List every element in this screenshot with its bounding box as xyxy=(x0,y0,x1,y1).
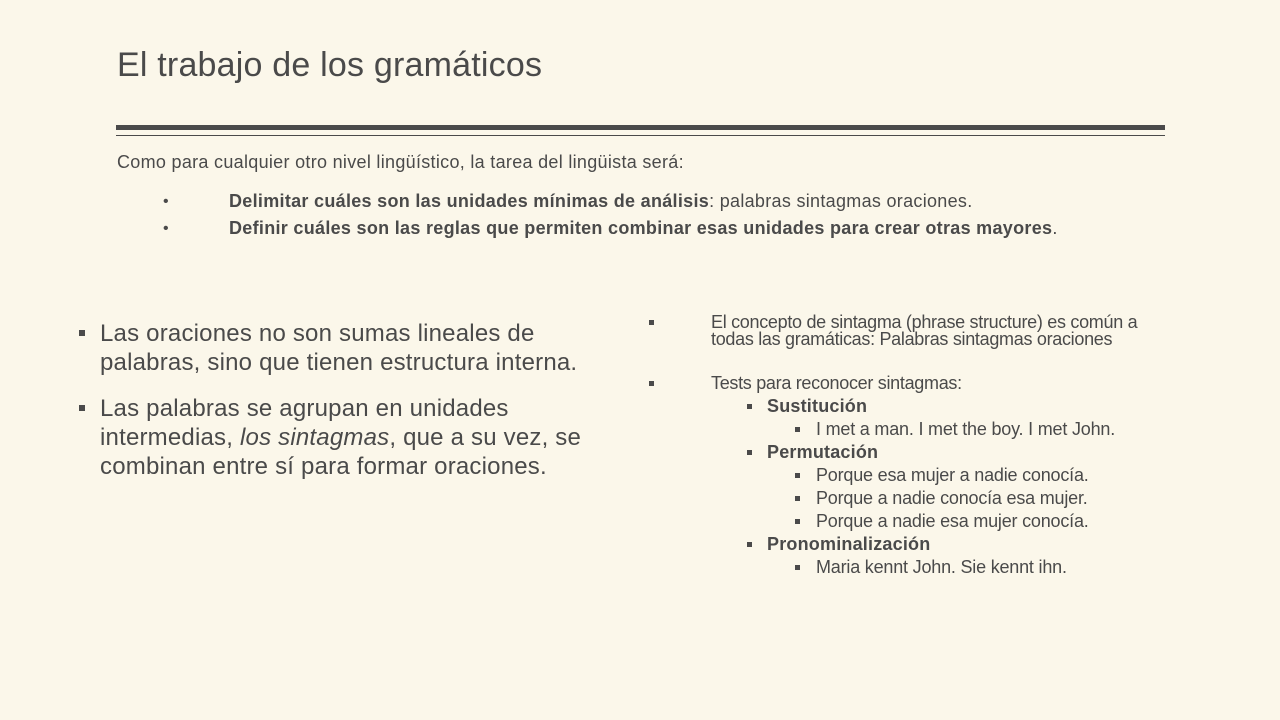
left-bullet-text: Las oraciones no son sumas lineales de palabras, sino que tienen estructura interna. xyxy=(100,320,578,376)
left-bullet-italic: los sintagmas xyxy=(240,424,390,451)
square-bullet-icon xyxy=(649,381,654,386)
test-example xyxy=(645,421,1156,438)
right-column xyxy=(645,314,1165,576)
test-example xyxy=(645,513,1156,530)
test-example-text: I met a man. I met the boy. I met John. xyxy=(816,419,1115,439)
tests-label: Tests para reconocer sintagmas: xyxy=(711,373,962,393)
test-name xyxy=(645,444,1165,461)
test-example-text: Porque a nadie conocía esa mujer. xyxy=(816,488,1088,508)
test-name-text: Pronominalización xyxy=(767,534,931,554)
intro-text: Como para cualquier otro nivel lingüístico, la tarea del lingüista será: xyxy=(117,152,684,172)
square-bullet-icon xyxy=(795,565,800,570)
task-list xyxy=(160,193,1140,247)
left-bullet-item xyxy=(78,319,608,377)
left-bullet-text-pre: Las palabras se agrupan en unidades intermedias, xyxy=(100,395,509,451)
test-example xyxy=(645,490,1156,507)
square-bullet-icon xyxy=(649,320,654,325)
title-divider-thin xyxy=(116,135,1165,136)
square-bullet-icon xyxy=(795,496,800,501)
left-bullet-list xyxy=(78,319,608,498)
test-example xyxy=(645,559,1156,576)
test-example xyxy=(645,467,1156,484)
task-bold-text: Delimitar cuáles son las unidades mínimas de análisis xyxy=(229,191,710,211)
title-divider-thick xyxy=(116,125,1165,130)
square-bullet-icon xyxy=(747,450,752,455)
task-item xyxy=(160,193,1140,210)
slide-title: El trabajo de los gramáticos xyxy=(117,46,543,84)
left-bullet-text-post: , que a su vez, se combinan entre sí para formar oraciones. xyxy=(100,424,582,480)
square-bullet-icon xyxy=(795,427,800,432)
task-bold-text: Definir cuáles son las reglas que permiten combinar esas unidades para crear otras mayores xyxy=(229,218,1053,238)
square-bullet-icon xyxy=(79,330,85,336)
test-name-text: Permutación xyxy=(767,442,879,462)
square-bullet-icon xyxy=(79,405,85,411)
test-example-text: Porque a nadie esa mujer conocía. xyxy=(816,511,1089,531)
test-name xyxy=(645,398,1165,415)
bullet-icon: • xyxy=(163,193,169,210)
square-bullet-icon xyxy=(747,404,752,409)
left-bullet-item xyxy=(78,394,608,481)
test-name xyxy=(645,536,1165,553)
task-rest-text: . xyxy=(1052,218,1058,238)
bullet-icon: • xyxy=(163,220,169,237)
square-bullet-icon xyxy=(747,542,752,547)
square-bullet-icon xyxy=(795,519,800,524)
test-name-text: Sustitución xyxy=(767,396,868,416)
concept-item xyxy=(645,314,1151,348)
task-item xyxy=(160,220,1140,237)
test-example-text: Porque esa mujer a nadie conocía. xyxy=(816,465,1089,485)
test-example-text: Maria kennt John. Sie kennt ihn. xyxy=(816,557,1067,577)
square-bullet-icon xyxy=(795,473,800,478)
task-rest-text: : palabras sintagmas oraciones. xyxy=(709,191,973,211)
concept-text: El concepto de sintagma (phrase structure) es común a todas las gramáticas: Palabras sintagmas oraciones xyxy=(711,312,1138,349)
tests-item xyxy=(645,375,1151,392)
